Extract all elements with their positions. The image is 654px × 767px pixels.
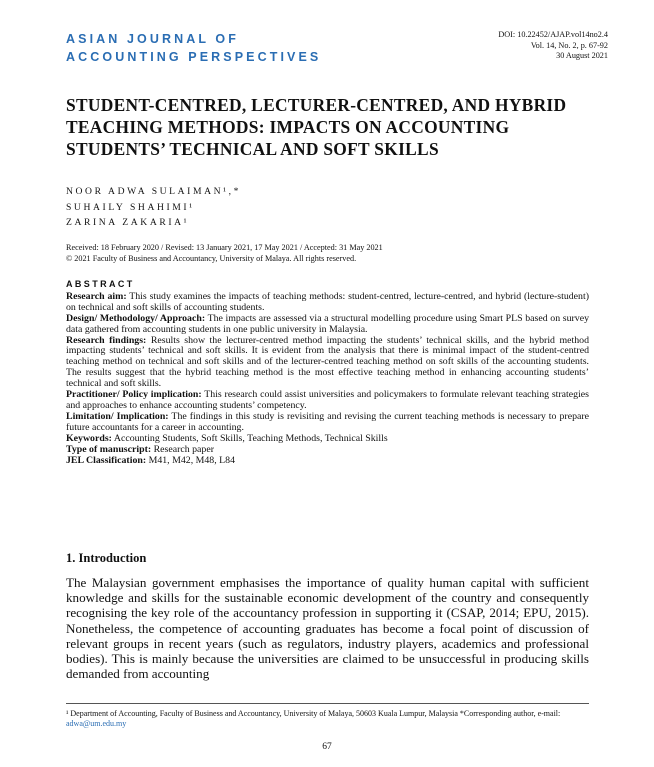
abstract-item-label: Type of manuscript: — [66, 443, 152, 455]
abstract — [66, 279, 589, 466]
page-number: 67 — [322, 742, 332, 752]
abstract-heading: ABSTRACT — [66, 279, 135, 289]
abstract-item-text: Accounting Students, Soft Skills, Teaching Methods, Technical Skills — [111, 432, 388, 444]
author-list — [66, 184, 241, 231]
volume-info: Vol. 14, No. 2, p. 67-92 — [530, 40, 608, 50]
abstract-item — [66, 456, 589, 467]
footnote-text: ¹ Department of Accounting, Faculty of Business and Accountancy, University of Malaya, 50603 Kuala Lumpur, Malaysia *Corresponding author, e-mail: — [66, 709, 561, 718]
publication-date: 30 August 2021 — [556, 51, 608, 60]
abstract-item-label: Keywords: — [66, 432, 112, 444]
abstract-item — [66, 314, 589, 336]
author: ZARINA ZAKARIA¹ — [66, 217, 190, 228]
copyright-notice: © 2021 Faculty of Business and Accountancy, University of Malaya. All rights reserved. — [66, 253, 357, 263]
abstract-item-text: M41, M42, M48, L84 — [146, 454, 235, 466]
abstract-item-label: Practitioner/ Policy implication: — [66, 389, 202, 401]
body-paragraph: The Malaysian government emphasises the importance of quality human capital with sufficient knowledge and skills for the sustainable economic development of the country and consequently recognising the key role of the accountancy profession in supporting it (CSAP, 2014; EPU, 2015). Nonetheless, the competence of accounting graduates has become a focal point of discussion of relevant groups in recent years (such as regulators, industry players, academics and professional bodies). This is mainly because the universities are claimed to be unsuccessful in producing skills demanded from accounting — [66, 575, 589, 682]
abstract-item-text: Results show the lecturer-centred method impacting the students’ technical skills, and the hybrid method impacting students’ technical and soft skills. It is evident from the analysis that there is minimal impact of the student-centred teaching method on technical and soft skills and of the lecturer-centred teaching method on soft skills of the accounting students. The results suggest that the hybrid teaching method is the most effective teaching method in enhancing accounting students’ technical and soft skills. — [66, 334, 589, 390]
section-heading: 1. Introduction — [66, 551, 147, 565]
abstract-item-text: This research could assist universities and policymakers to formulate relevant teaching strategies and approaches to enhance accounting students’ competency. — [66, 389, 589, 411]
footnote-divider — [66, 703, 589, 704]
corresponding-email: adwa@um.edu.my — [66, 719, 127, 729]
abstract-item-label: Research aim: — [66, 290, 127, 302]
abstract-item-label: Research findings: — [66, 334, 147, 346]
abstract-item-label: JEL Classification: — [66, 454, 147, 466]
journal-name-line-2: ACCOUNTING PERSPECTIVES — [66, 50, 322, 64]
abstract-item-label: Limitation/ Implication: — [66, 410, 169, 422]
author: NOOR ADWA SULAIMAN¹,* — [66, 186, 242, 197]
article-history — [66, 243, 596, 264]
article-title: STUDENT-CENTRED, LECTURER-CENTRED, AND HYBRID TEACHING METHODS: IMPACTS ON ACCOUNTING STUDENTS’ TECHNICAL AND SOFT SKILLS — [66, 95, 567, 159]
submission-dates: Received: 18 February 2020 / Revised: 13 January 2021, 17 May 2021 / Accepted: 31 May 2021 — [66, 243, 383, 252]
abstract-item — [66, 336, 589, 391]
author: SUHAILY SHAHIMI¹ — [66, 201, 195, 213]
journal-name-line-1: ASIAN JOURNAL OF — [66, 32, 239, 46]
abstract-item-text: This study examines the impacts of teaching methods: student-centred, lecture-centred, and hybrid (lecture-student) on technical and soft skills of accounting students. — [66, 290, 589, 313]
abstract-item-label: Design/ Methodology/ Approach: — [66, 312, 206, 324]
article-meta — [498, 30, 608, 62]
abstract-item-text: The impacts are assessed via a structural modelling procedure using Smart PLS based on survey data gathered from accounting students in one public university in Malaysia. — [66, 312, 589, 335]
abstract-item-text: The findings in this study is revisiting and revising the current teaching methods is necessary to prepare future accountants for a career in accounting. — [66, 410, 590, 433]
abstract-item — [66, 390, 589, 412]
footnote — [66, 709, 589, 730]
doi: DOI: 10.22452/AJAP.vol14no2.4 — [498, 30, 608, 39]
abstract-item — [66, 292, 589, 314]
journal-name — [66, 30, 321, 66]
abstract-item-text: Research paper — [151, 443, 214, 455]
abstract-item — [66, 412, 589, 434]
